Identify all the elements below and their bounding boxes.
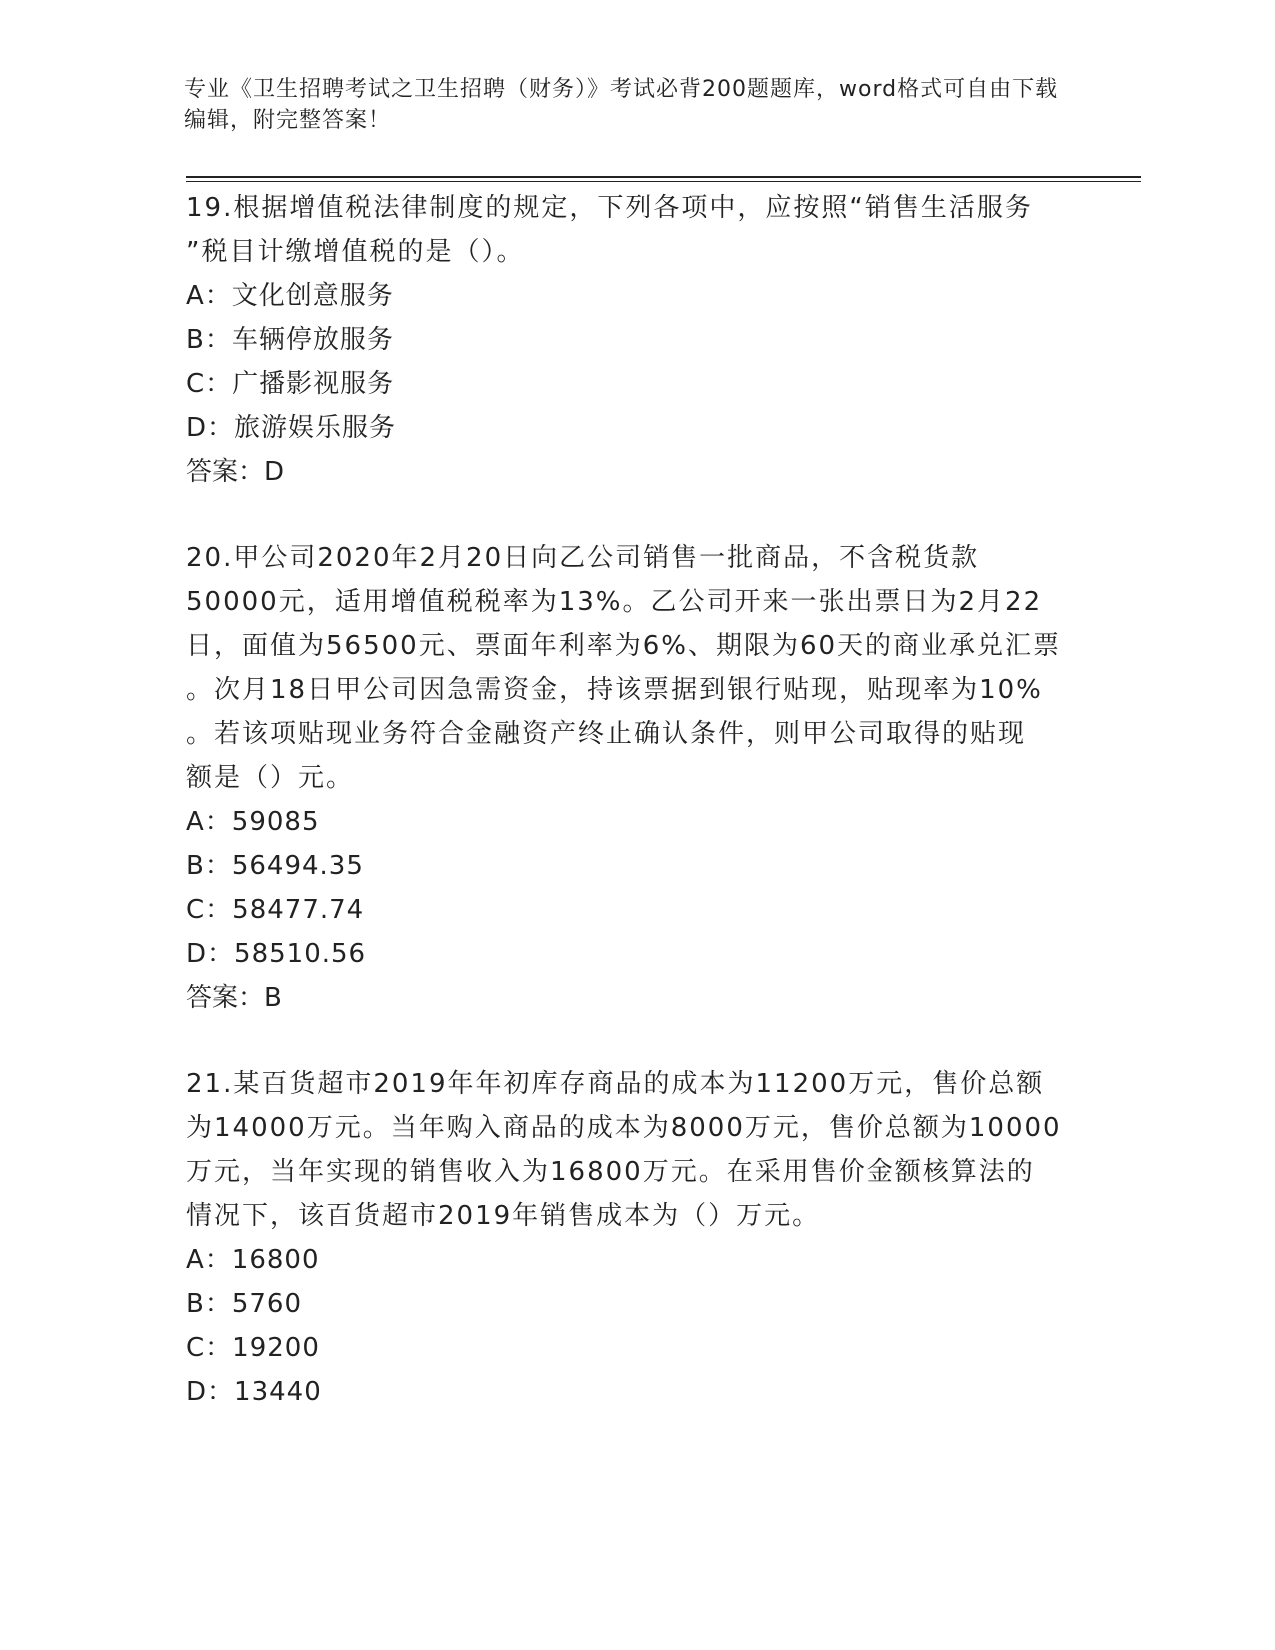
option-c: C：广播影视服务 — [186, 369, 395, 399]
stem-line: 为14000万元。当年购入商品的成本为8000万元，售价总额为10000 — [186, 1113, 1062, 1143]
option-a: A：16800 — [186, 1245, 320, 1275]
header-divider-thin — [186, 181, 1141, 182]
option-d: D：旅游娱乐服务 — [186, 413, 397, 443]
stem-line: 额是（）元。 — [186, 763, 355, 793]
stem-line: ”税目计缴增值税的是（）。 — [186, 237, 525, 267]
stem-line: 。若该项贴现业务符合金融资产终止确认条件，则甲公司取得的贴现 — [186, 719, 1027, 749]
stem-line: 21.某百货超市2019年年初库存商品的成本为11200万元，售价总额 — [186, 1069, 1045, 1099]
option-d: D：58510.56 — [186, 939, 367, 969]
option-c: C：58477.74 — [186, 895, 365, 925]
question-21 — [186, 1062, 1086, 1414]
option-d: D：13440 — [186, 1377, 322, 1407]
question-stem — [186, 536, 1086, 800]
option-a: A：59085 — [186, 807, 320, 837]
question-20 — [186, 536, 1086, 1020]
option-a: A：文化创意服务 — [186, 281, 394, 311]
question-stem — [186, 1062, 1086, 1238]
question-19 — [186, 186, 1086, 494]
stem-line: 情况下，该百货超市2019年销售成本为（）万元。 — [186, 1201, 821, 1231]
stem-line: 。次月18日甲公司因急需资金，持该票据到银行贴现，贴现率为10% — [186, 675, 1043, 705]
answer-line: 答案：B — [186, 983, 282, 1013]
document-header: 专业《卫生招聘考试之卫生招聘（财务）》考试必背200题题库，word格式可自由下载编辑，附完整答案！ — [184, 77, 1059, 133]
question-stem — [186, 186, 1086, 274]
option-c: C：19200 — [186, 1333, 320, 1363]
stem-line: 19.根据增值税法律制度的规定，下列各项中，应按照“销售生活服务 — [186, 193, 1033, 223]
header-divider-thick — [186, 176, 1141, 178]
stem-line: 20.甲公司2020年2月20日向乙公司销售一批商品，不含税货款 — [186, 543, 980, 573]
stem-line: 日，面值为56500元、票面年利率为6%、期限为60天的商业承兑汇票 — [186, 631, 1062, 661]
stem-line: 50000元，适用增值税税率为13%。乙公司开来一张出票日为2月22 — [186, 587, 1043, 617]
option-b: B：车辆停放服务 — [186, 325, 394, 355]
stem-line: 万元，当年实现的销售收入为16800万元。在采用售价金额核算法的 — [186, 1157, 1035, 1187]
answer-line: 答案：D — [186, 457, 285, 487]
option-b: B：56494.35 — [186, 851, 364, 881]
question-list — [186, 186, 1086, 1456]
option-b: B：5760 — [186, 1289, 303, 1319]
